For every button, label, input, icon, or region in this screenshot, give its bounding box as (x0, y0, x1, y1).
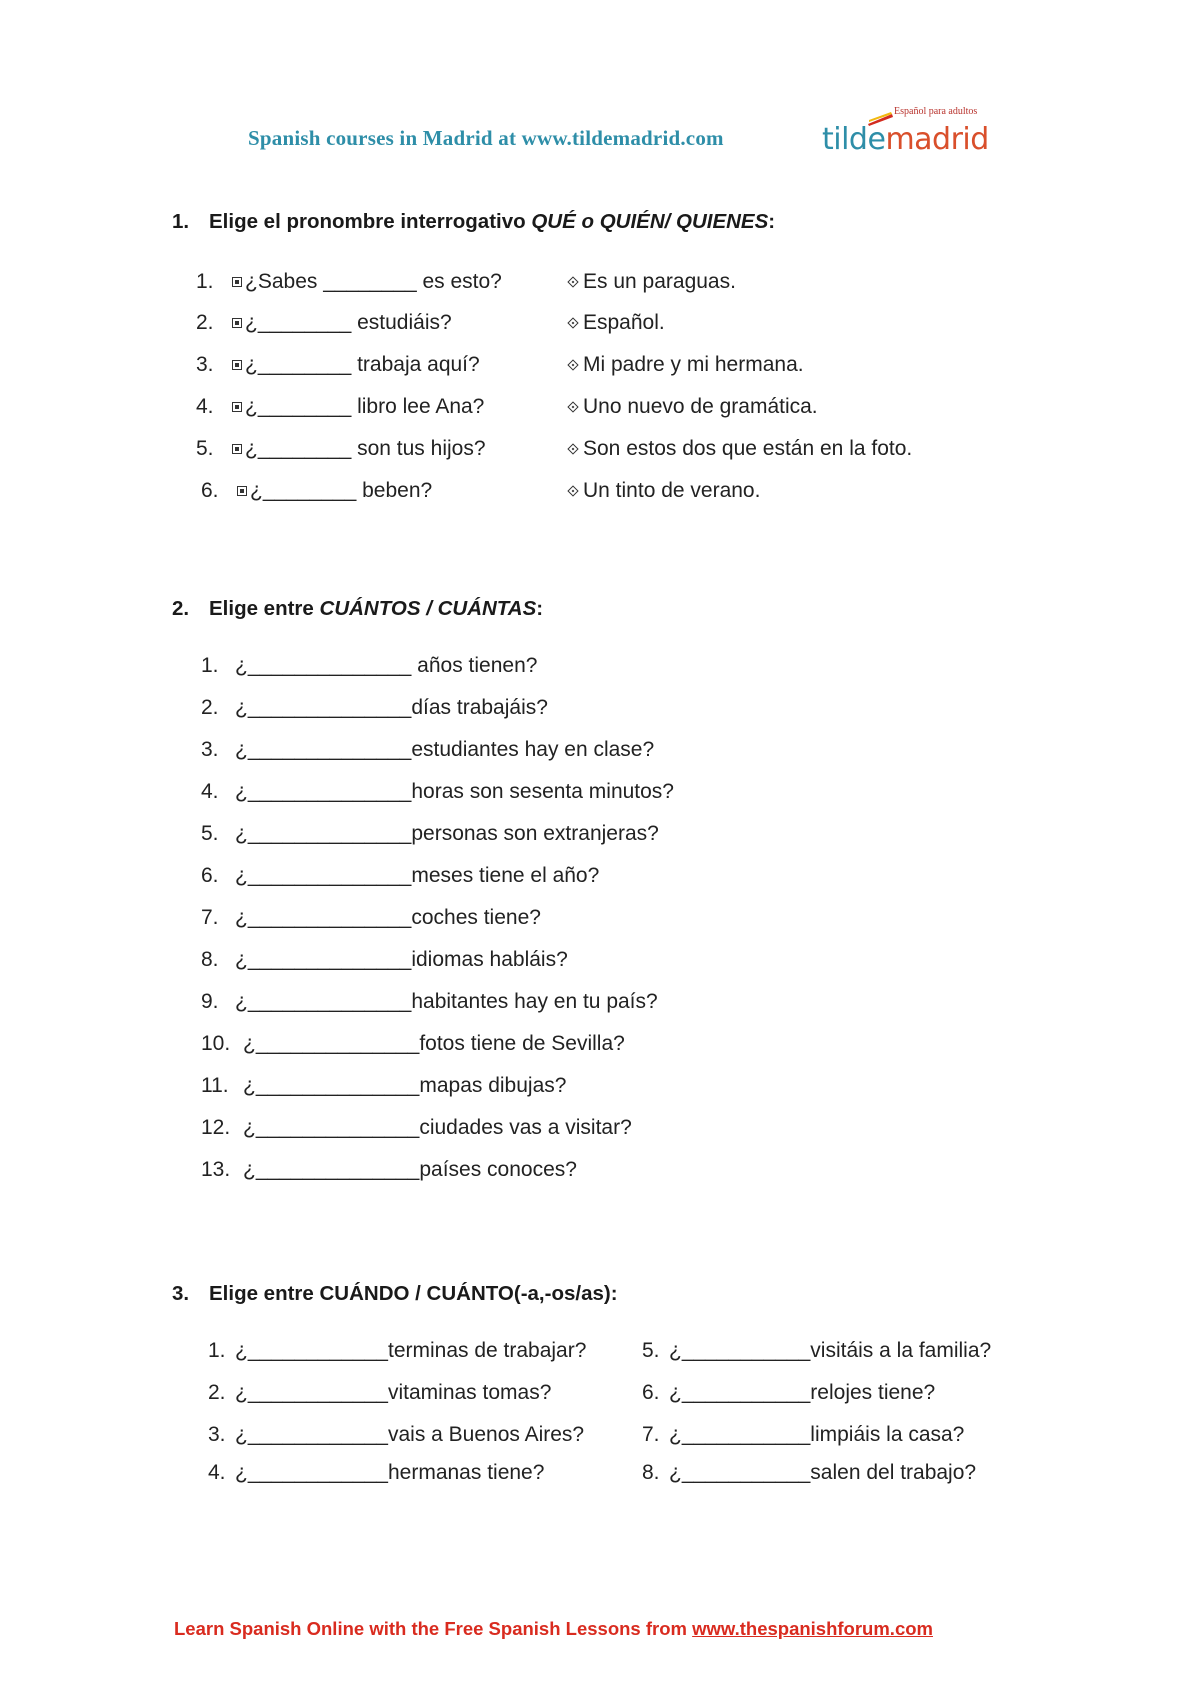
section-2-item (201, 1158, 577, 1182)
item-number: 6. (201, 864, 219, 887)
section-2-item (201, 780, 674, 804)
section-2-item (201, 948, 568, 972)
question-text: ¿________ son tus hijos? (245, 437, 486, 460)
item-number: 7. (201, 906, 219, 929)
item-number: 2. (196, 311, 214, 334)
question-text: ¿Sabes ________ es esto? (245, 270, 502, 293)
section-1-answer (569, 353, 804, 377)
item-number: 1. (196, 270, 214, 293)
question-text: ¿____________hermanas tiene? (235, 1461, 545, 1484)
section-1-item (196, 353, 480, 377)
footer-link[interactable]: www.thespanishforum.com (692, 1618, 933, 1639)
answer-text: Español. (583, 311, 665, 334)
section-1-item (196, 270, 502, 294)
section-2-item (201, 906, 541, 930)
diamond-bullet-icon (567, 401, 578, 412)
question-text: ¿___________visitáis a la familia? (669, 1339, 992, 1362)
item-number: 8. (201, 948, 219, 971)
question-text: ¿______________fotos tiene de Sevilla? (243, 1032, 625, 1055)
question-text: ¿___________limpiáis la casa? (669, 1423, 965, 1446)
section-1-item (201, 479, 432, 503)
section-2-item (201, 822, 659, 846)
question-text: ¿________ beben? (250, 479, 433, 502)
section-3-item (642, 1339, 991, 1363)
question-text: ¿___________relojes tiene? (669, 1381, 936, 1404)
item-number: 2. (201, 696, 219, 719)
section-2-item (201, 864, 599, 888)
section-2-item (201, 696, 548, 720)
section-1-item (196, 311, 452, 335)
checkbox-icon (232, 444, 242, 454)
question-text: ¿______________habitantes hay en tu país? (235, 990, 658, 1013)
header-text: Spanish courses in Madrid at www.tildemadrid.com (248, 126, 724, 150)
checkbox-icon (237, 486, 247, 496)
question-text: ¿______________días trabajáis? (235, 696, 548, 719)
item-number: 11. (201, 1074, 229, 1097)
diamond-bullet-icon (567, 359, 578, 370)
item-number: 4. (196, 395, 214, 418)
section-3-item (642, 1381, 935, 1405)
answer-text: Son estos dos que están en la foto. (583, 437, 913, 460)
section-3-item (208, 1381, 551, 1405)
question-text: ¿________ estudiáis? (245, 311, 452, 334)
section-2-item (201, 738, 654, 762)
answer-text: Es un paraguas. (583, 270, 736, 293)
question-text: ¿______________ciudades vas a visitar? (243, 1116, 632, 1139)
section-3-heading: 3. Elige entre CUÁNDO / CUÁNTO(-a,-os/as): (172, 1282, 618, 1305)
section-1-answer (569, 270, 736, 294)
item-number: 7. (642, 1423, 660, 1446)
question-text: ¿______________meses tiene el año? (235, 864, 600, 887)
question-text: ¿______________ años tienen? (235, 654, 538, 677)
logo-wordmark: tildemadrid (822, 122, 989, 157)
item-number: 6. (642, 1381, 660, 1404)
item-number: 3. (208, 1423, 226, 1446)
checkbox-icon (232, 360, 242, 370)
section-1-answer (569, 311, 665, 335)
section-2-item (201, 654, 537, 678)
question-text: ¿______________horas son sesenta minutos? (235, 780, 674, 803)
diamond-bullet-icon (567, 317, 578, 328)
section-3-item (208, 1423, 584, 1447)
question-text: ¿______________coches tiene? (235, 906, 541, 929)
diamond-bullet-icon (567, 485, 578, 496)
item-number: 12. (201, 1116, 231, 1139)
question-text: ¿____________vais a Buenos Aires? (235, 1423, 585, 1446)
section-2-heading: 2. Elige entre CUÁNTOS / CUÁNTAS: (172, 597, 544, 620)
section-1-heading: 1. Elige el pronombre interrogativo QUÉ o QUIÉN/ QUIENES: (172, 210, 776, 233)
item-number: 5. (642, 1339, 660, 1362)
diamond-bullet-icon (567, 276, 578, 287)
section-1-item (196, 395, 484, 419)
question-text: ¿____________vitaminas tomas? (235, 1381, 552, 1404)
section-2-item (201, 1116, 632, 1140)
section-1-answer (569, 479, 760, 503)
section-1-item (196, 437, 486, 461)
item-number: 3. (196, 353, 214, 376)
section-3-item (208, 1339, 586, 1363)
section-3-item (642, 1423, 964, 1447)
footer: Learn Spanish Online with the Free Spanish Lessons from www.thespanishforum.com (174, 1618, 933, 1639)
item-number: 1. (208, 1339, 226, 1362)
section-1-answer (569, 395, 818, 419)
checkbox-icon (232, 402, 242, 412)
item-number: 1. (201, 654, 219, 677)
tildemadrid-logo (822, 100, 989, 160)
section-2-item (201, 990, 658, 1014)
answer-text: Un tinto de verano. (583, 479, 761, 502)
item-number: 10. (201, 1032, 231, 1055)
checkbox-icon (232, 318, 242, 328)
question-text: ¿____________terminas de trabajar? (235, 1339, 587, 1362)
diamond-bullet-icon (567, 443, 578, 454)
item-number: 4. (208, 1461, 226, 1484)
answer-text: Mi padre y mi hermana. (583, 353, 804, 376)
item-number: 8. (642, 1461, 660, 1484)
item-number: 5. (201, 822, 219, 845)
question-text: ¿______________personas son extranjeras? (235, 822, 659, 845)
item-number: 3. (201, 738, 219, 761)
question-text: ¿______________países conoces? (243, 1158, 577, 1181)
section-3-item (208, 1461, 544, 1485)
section-3-item (642, 1461, 976, 1485)
question-text: ¿______________mapas dibujas? (243, 1074, 567, 1097)
question-text: ¿________ libro lee Ana? (245, 395, 485, 418)
item-number: 2. (208, 1381, 226, 1404)
section-2-item (201, 1032, 625, 1056)
question-text: ¿___________salen del trabajo? (669, 1461, 977, 1484)
question-text: ¿______________idiomas habláis? (235, 948, 568, 971)
section-1-answer (569, 437, 912, 461)
item-number: 13. (201, 1158, 231, 1181)
question-text: ¿________ trabaja aquí? (245, 353, 480, 376)
question-text: ¿______________estudiantes hay en clase? (235, 738, 655, 761)
item-number: 4. (201, 780, 219, 803)
answer-text: Uno nuevo de gramática. (583, 395, 818, 418)
logo-tagline: Español para adultos (894, 106, 978, 117)
item-number: 9. (201, 990, 219, 1013)
section-2-item (201, 1074, 566, 1098)
checkbox-icon (232, 277, 242, 287)
item-number: 5. (196, 437, 214, 460)
item-number: 6. (201, 479, 219, 502)
